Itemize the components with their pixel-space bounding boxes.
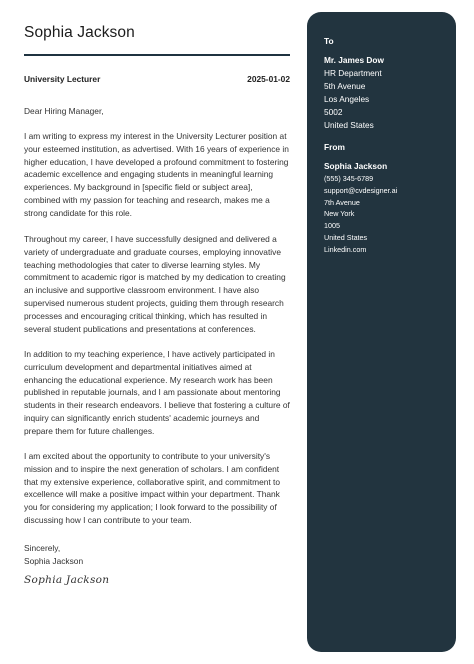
recipient-zip: 5002 — [324, 106, 343, 117]
sender-street: 7th Avenue — [324, 197, 360, 207]
from-heading: From — [324, 142, 345, 152]
closing-block — [24, 542, 83, 568]
recipient-name: Mr. James Dow — [324, 55, 384, 65]
header-divider — [24, 54, 290, 56]
sender-email: support@cvdesigner.ai — [324, 185, 398, 195]
sender-zip: 1005 — [324, 221, 340, 231]
recipient-city: Los Angeles — [324, 93, 370, 104]
sender-country: United States — [324, 232, 368, 242]
handwritten-signature: Sophia Jackson — [24, 574, 110, 586]
sender-name: Sophia Jackson — [324, 161, 388, 171]
sender-name-heading: Sophia Jackson — [24, 24, 135, 41]
recipient-country: United States — [324, 119, 374, 130]
body-paragraph-2: Throughout my career, I have successfully designed and delivered a variety of undergraduate and graduate courses, employing innovative teaching methodologies that cater to diverse learning styles. My commitment to academic rigor is matched by my dedication to creating an inclusive and supportive classroom environment. I have also supervised numerous student projects, guiding them through research processes and encouraging critical thinking, which has resulted in several student publications and presentations at conferences. — [24, 234, 286, 334]
recipient-department: HR Department — [324, 67, 382, 78]
letter-date: 2025-01-02 — [247, 74, 290, 84]
recipient-street: 5th Avenue — [324, 80, 366, 91]
job-title: University Lecturer — [24, 74, 101, 84]
body-paragraph-4: I am excited about the opportunity to contribute to your university's mission and to inspire the next generation of scholars. I am confident that my extensive experience, collaborative spirit, and commitment to excellence will make a positive impact within your department. Thank you for considering my application; I look forward to the possibility of discussing how I can contribute to your team. — [24, 451, 281, 525]
recipient-address — [324, 54, 384, 131]
sender-city: New York — [324, 209, 355, 219]
closing-phrase: Sincerely, — [24, 543, 61, 553]
closing-name: Sophia Jackson — [24, 555, 84, 566]
to-heading: To — [324, 36, 334, 46]
body-paragraph-1: I am writing to express my interest in the University Lecturer position at your esteemed institution, as advertised. With 16 years of experience in higher education, I have developed a profound commitment to fostering academic excellence and engaging students in meaningful learning experiences. My background in [specific field or subject area], combined with my passion for teaching and research, makes me a strong candidate for this role. — [24, 131, 289, 218]
sender-contact — [324, 160, 397, 255]
contact-sidebar — [307, 12, 456, 652]
salutation: Dear Hiring Manager, — [24, 106, 104, 116]
sender-phone: (555) 345-6789 — [324, 173, 374, 183]
sender-linkedin-link[interactable]: Linkedin.com — [324, 244, 367, 254]
body-paragraph-3: In addition to my teaching experience, I have actively participated in curriculum development and departmental initiatives aimed at enhancing the educational experience. My research work has been published in reputable journals, and I am passionate about mentoring students in their research endeavors. I believe that fostering a culture of inquiry can significantly enrich students' academic journeys and prepare them for future challenges. — [24, 349, 290, 436]
